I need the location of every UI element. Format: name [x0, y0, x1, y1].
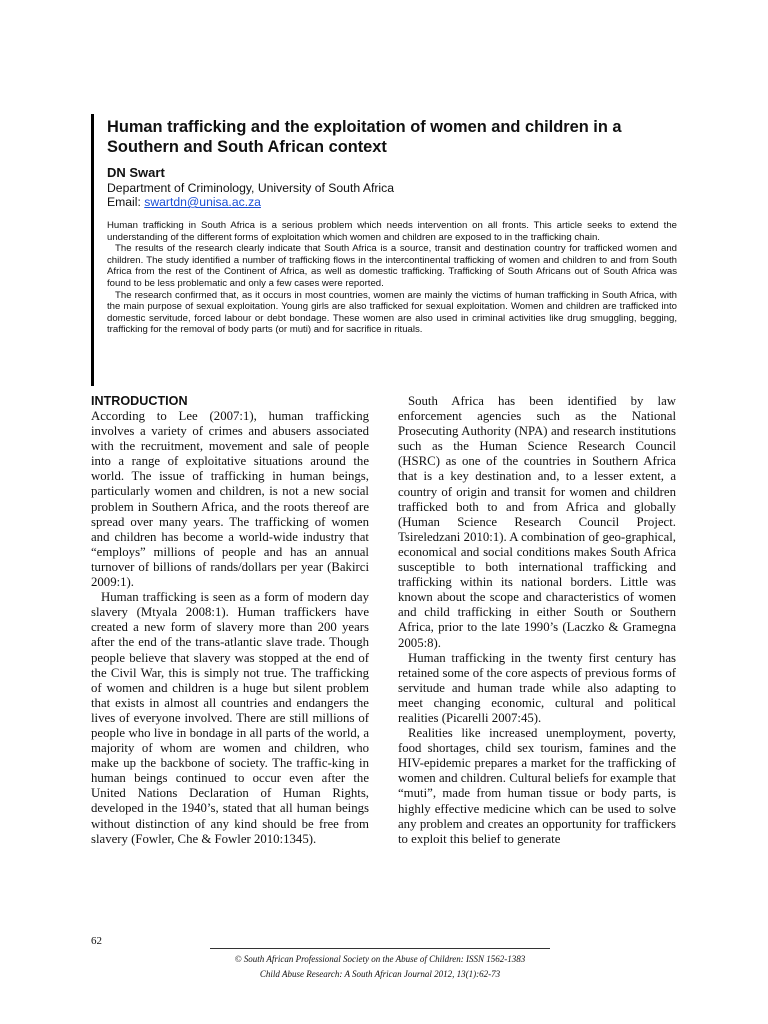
body-column-left	[91, 394, 369, 847]
footer-journal-citation: Child Abuse Research: A South African Journal 2012, 13(1):62-73	[259, 969, 501, 979]
body-paragraph: According to Lee (2007:1), human trafficking involves a variety of crimes and abusers associated with the recruitment, movement and sale of people into a range of exploitative situations around the world. The issue of trafficking in human beings, particularly women and children, is not a new social problem in Southern Africa, and the roots thereof are spread over many years. The trafficking of women and children has become a world-wide industry that “employs” millions of people and has an annual turnover of billions of rands/dollars per year (Bakirci 2009:1).	[91, 409, 369, 590]
author-affiliation: Department of Criminology, University of South Africa	[107, 181, 394, 195]
abstract-paragraph: The results of the research clearly indicate that South Africa is a source, transit and destination country for trafficked women and children. The study identified a number of trafficking flows in the intercontinental trafficking of women and children to and from South Africa from the rest of the Continent of Africa, as well as domestic trafficking. Trafficking of South Africans out of South Africa was found to be less problematic and only a few cases were reported.	[107, 243, 677, 289]
footer-divider	[210, 948, 550, 949]
body-column-right	[398, 394, 676, 847]
section-heading: INTRODUCTION	[91, 394, 188, 408]
page-number: 62	[91, 935, 102, 947]
article-title: Human trafficking and the exploitation of women and children in a Southern and South African context	[107, 118, 622, 156]
abstract-paragraph: The research confirmed that, as it occurs in most countries, women are mainly the victims of human trafficking in South Africa, with the main purpose of sexual exploitation. Young girls are also trafficked for sexual exploitation. Women and children are trafficked into domestic servitude, forced labour or debt bondage. These women are also used in criminal activities like drug smuggling, begging, trafficking for the removal of body parts (or muti) and for sacrifice in rituals.	[107, 289, 677, 336]
email-label: Email:	[107, 195, 145, 209]
author-email-line	[107, 195, 261, 210]
body-paragraph: Human trafficking in the twenty first century has retained some of the core aspects of previous forms of servitude and human trade while also adapting to meet changing economic, cultural and political realities (Picarelli 2007:45).	[398, 650, 676, 725]
body-paragraph: Human trafficking is seen as a form of modern day slavery (Mtyala 2008:1). Human traffickers have created a new form of slavery more than 200 years after the end of the trans-atlantic slave trade. Though people believe that slavery was stopped at the end of the Civil War, this is simply not true. The trafficking of women and children is a huge but silent problem that exists in almost all countries and endangers the lives of everyone involved. There are still millions of people who live in bondage in all parts of the world, a majority of whom are women and children, who make up the backbone of society. The traffic-king in human beings continued to occur even after the United Nations Declaration of Human Rights, developed in the 1940’s, stated that all human beings without distinction of any kind should be free from slavery (Fowler, Che & Fowler 2010:1345).	[91, 590, 369, 846]
abstract-paragraph: Human trafficking in South Africa is a serious problem which needs intervention on all fronts. This article seeks to extend the understanding of the different forms of exploitation which women and children are exposed to in the trafficking chain.	[107, 220, 677, 243]
author-name: DN Swart	[107, 165, 165, 180]
email-link[interactable]: swartdn@unisa.ac.za	[144, 195, 261, 209]
body-paragraph: Realities like increased unemployment, poverty, food shortages, child sex tourism, famines and the HIV-epidemic prepares a market for the trafficking of women and children. Cultural beliefs for example that “muti”, made from human tissue or body parts, is highly effective medicine which can be used to solve any problem and creates an opportunity for traffickers to exploit this belief to generate	[398, 726, 676, 846]
footer-copyright: © South African Professional Society on the Abuse of Children: ISSN 1562-1383	[234, 954, 526, 964]
body-paragraph: South Africa has been identified by law enforcement agencies such as the National Prosecuting Authority (NPA) and research institutions such as the Human Science Research Council (HSRC) as one of the countries in Southern Africa that is a key destination and, to a lesser extent, a country of origin and transit for women and children trafficked both to and from Africa and globally (Human Science Research Council Project. Tsireledzani 2010:1). A combination of geo-graphical, economical and social conditions makes South Africa susceptible to both international trafficking and trafficking within its national borders. Little was known about the scope and characteristics of women and child trafficking in either South or Southern Africa, prior to the late 1990’s (Laczko & Gramegna 2005:8).	[398, 394, 676, 650]
abstract	[107, 220, 677, 336]
